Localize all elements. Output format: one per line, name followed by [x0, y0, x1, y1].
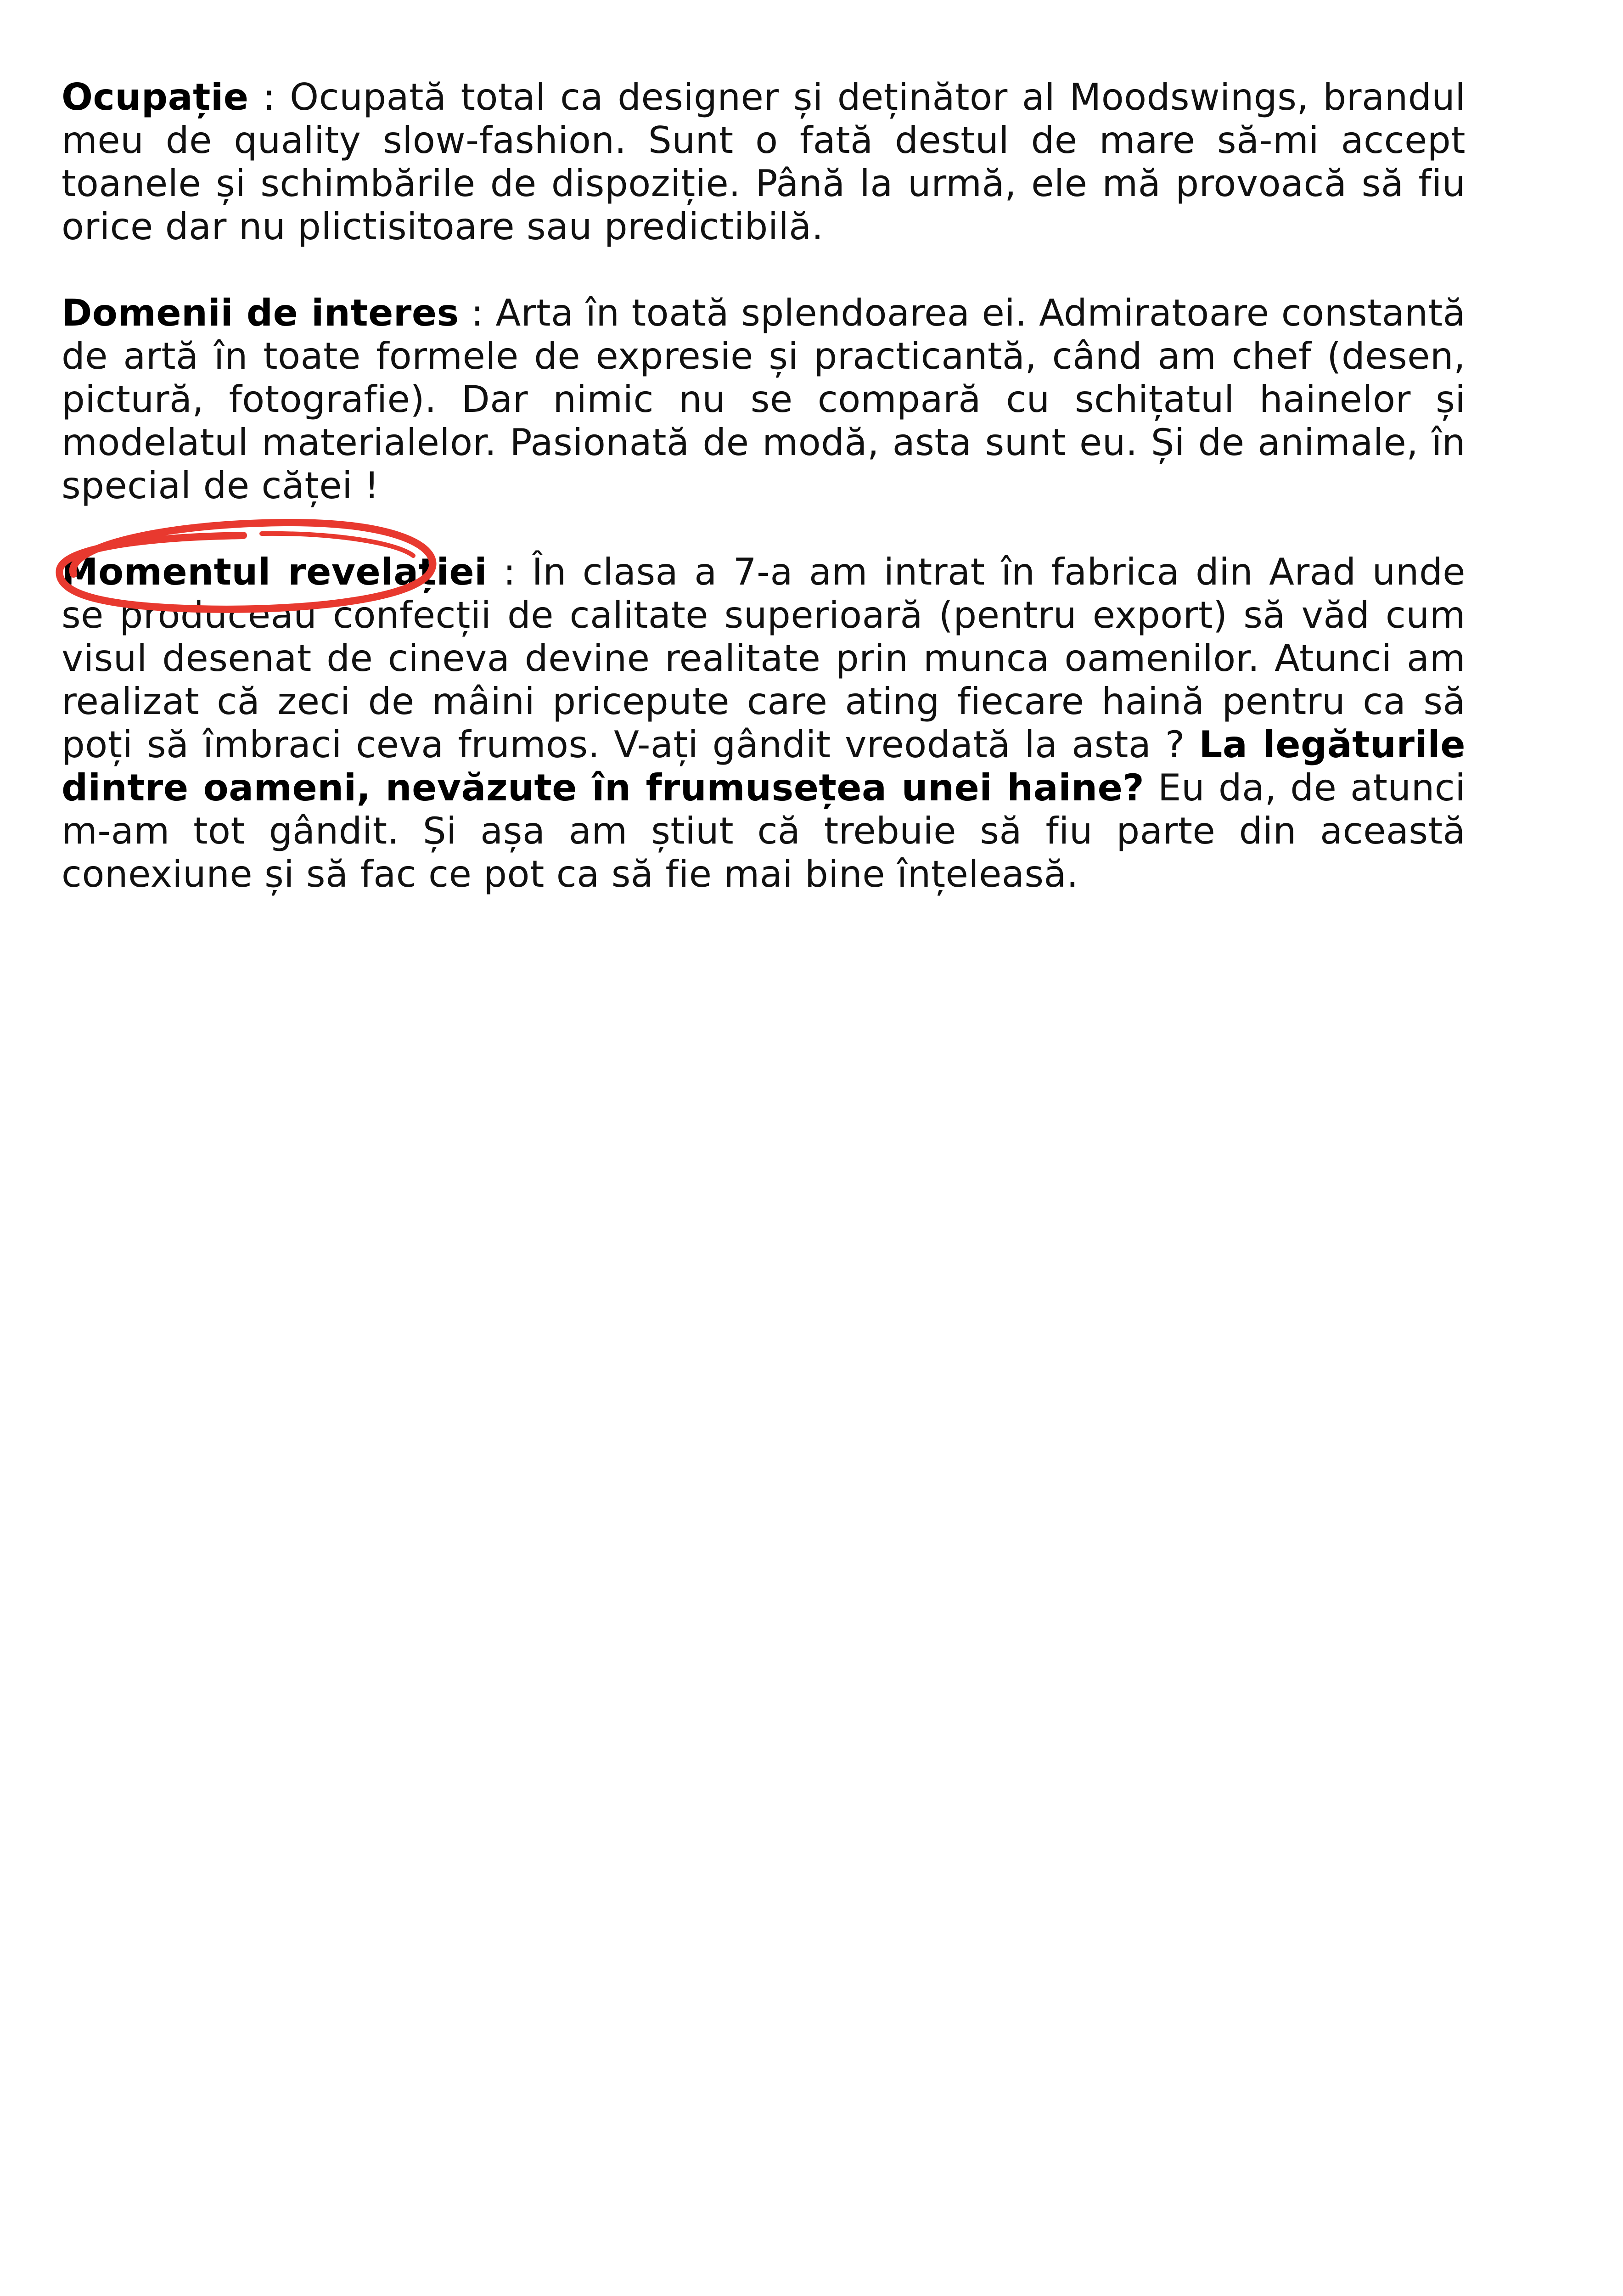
revelation-emphasis: La legăturile dintre oameni, nevăzute în frumusețea unei haine? [62, 723, 1466, 809]
occupation-label: Ocupație [62, 76, 249, 118]
revelation-tail: Eu da, de atunci m-am tot gândit. Și așa am știut că trebuie să fiu parte din această conexiune și să fac ce pot ca să fie mai bine înțeleasă. [62, 766, 1466, 895]
interests-paragraph [62, 292, 1466, 507]
revelation-text: : În clasa a 7-a am intrat în fabrica din Arad unde se produceau confecții de calitate superioară (pentru export) să văd cum visul desenat de cineva devine realitate prin munca oamenilor. Atunci am realizat că zeci de mâini pricepute care ating fiecare haină pentru ca să poți să îmbraci ceva frumos. V-ați gândit vreodată la asta ? [62, 551, 1466, 766]
occupation-text: : Ocupată total ca designer și deținător al Moodswings, brandul meu de quality slow-fashion. Sunt o fată destul de mare să-mi accept toanele și schimbările de dispoziție. Până la urmă, ele mă provoacă să fiu orice dar nu plictisitoare sau predictibilă. [62, 76, 1466, 248]
occupation-paragraph [62, 76, 1466, 248]
revelation-label: Momentul revelației [62, 551, 488, 593]
revelation-paragraph [62, 551, 1466, 896]
interests-text: : Arta în toată splendoarea ei. Admiratoare constantă de artă în toate formele de expresie și practicantă, când am chef (desen, pictură, fotografie). Dar nimic nu se compară cu schițatul hainelor și modelatul materialelor. Pasionată de modă, asta sunt eu. Și de animale, în special de căței ! [62, 292, 1466, 507]
interests-label: Domenii de interes [62, 292, 459, 334]
document-page [62, 76, 1466, 939]
